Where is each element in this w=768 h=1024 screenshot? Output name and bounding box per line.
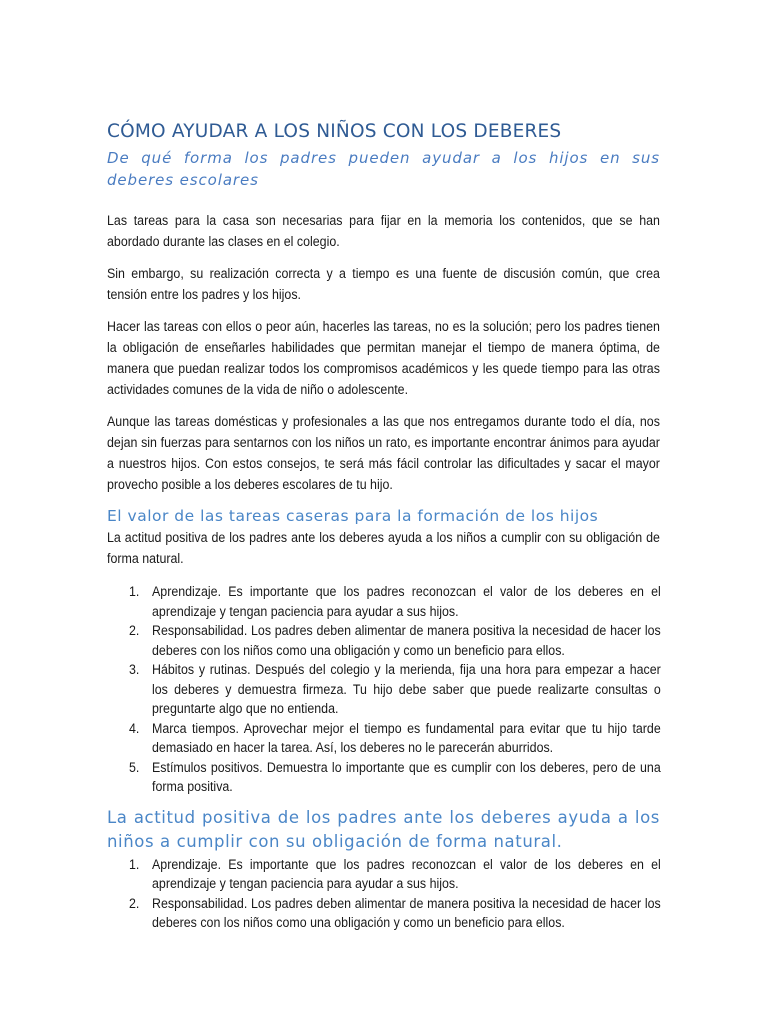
list-item [107, 758, 660, 797]
list-number: 5. [129, 759, 140, 775]
list-text: Hábitos y rutinas. Después del colegio y la merienda, fija una hora para empezar a hacer los deberes y demuestra firmeza. Tu hijo debe saber que puede realizarte consultas o preguntarte algo que no entienda. [152, 662, 661, 716]
list-number: 2. [129, 895, 140, 911]
list-text: Responsabilidad. Los padres deben alimentar de manera positiva la necesidad de hacer los deberes con los niños como una obligación y como un beneficio para ellos. [152, 623, 661, 658]
section1-intro: La actitud positiva de los padres ante los deberes ayuda a los niños a cumplir con su obligación de forma natural. [107, 530, 660, 566]
list-item [107, 660, 660, 719]
list-item [107, 855, 660, 894]
section2-heading: La actitud positiva de los padres ante los deberes ayuda a los niños a cumplir con su obligación de forma natural. [107, 807, 660, 851]
intro-paragraph-3: Hacer las tareas con ellos o peor aún, hacerles las tareas, no es la solución; pero los padres tienen la obligación de enseñarles habilidades que permitan manejar el tiempo de manera óptima, de manera que puedan realizar todos los compromisos académicos y les quede tiempo para las otras actividades comunes de la vida de niño o adolescente. [107, 319, 660, 397]
document-content [107, 119, 660, 933]
list-number: 1. [129, 584, 140, 599]
list-item [107, 894, 660, 933]
list-number: 4. [129, 720, 140, 736]
document-subtitle: De qué forma los padres pueden ayudar a los hijos en sus deberes escolares [107, 149, 660, 189]
list-item [107, 582, 660, 621]
list-item [107, 621, 660, 660]
list-item [107, 719, 660, 758]
list-number: 2. [129, 623, 140, 638]
list-number: 3. [129, 662, 140, 677]
document-title: CÓMO AYUDAR A LOS NIÑOS CON LOS DEBERES [107, 121, 562, 142]
section2-list [107, 855, 660, 933]
list-text: Aprendizaje. Es importante que los padres reconozcan el valor de los deberes en el aprendizaje y tengan paciencia para ayudar a sus hijos. [152, 856, 661, 891]
intro-paragraph-4: Aunque las tareas domésticas y profesionales a las que nos entregamos durante todo el día, nos dejan sin fuerzas para sentarnos con los niños un rato, es importante encontrar ánimos para ayudar a nuestros hijos. Con estos consejos, te será más fácil controlar las dificultades y sacar el mayor provecho posible a los deberes escolares de tu hijo. [107, 414, 660, 492]
list-text: Marca tiempos. Aprovechar mejor el tiempo es fundamental para evitar que tu hijo tarde demasiado en hacer la tarea. Así, los deberes no le parecerán aburridos. [152, 720, 661, 755]
intro-paragraph-2: Sin embargo, su realización correcta y a tiempo es una fuente de discusión común, que crea tensión entre los padres y los hijos. [107, 266, 660, 302]
list-text: Estímulos positivos. Demuestra lo importante que es cumplir con los deberes, pero de una forma positiva. [152, 759, 661, 794]
section1-heading: El valor de las tareas caseras para la formación de los hijos [107, 507, 599, 525]
list-text: Aprendizaje. Es importante que los padres reconozcan el valor de los deberes en el aprendizaje y tengan paciencia para ayudar a sus hijos. [152, 584, 661, 619]
list-text: Responsabilidad. Los padres deben alimentar de manera positiva la necesidad de hacer los deberes con los niños como una obligación y como un beneficio para ellos. [152, 895, 661, 930]
section1-list [107, 582, 660, 797]
list-number: 1. [129, 856, 140, 872]
intro-paragraph-1: Las tareas para la casa son necesarias para fijar en la memoria los contenidos, que se han abordado durante las clases en el colegio. [107, 213, 660, 249]
